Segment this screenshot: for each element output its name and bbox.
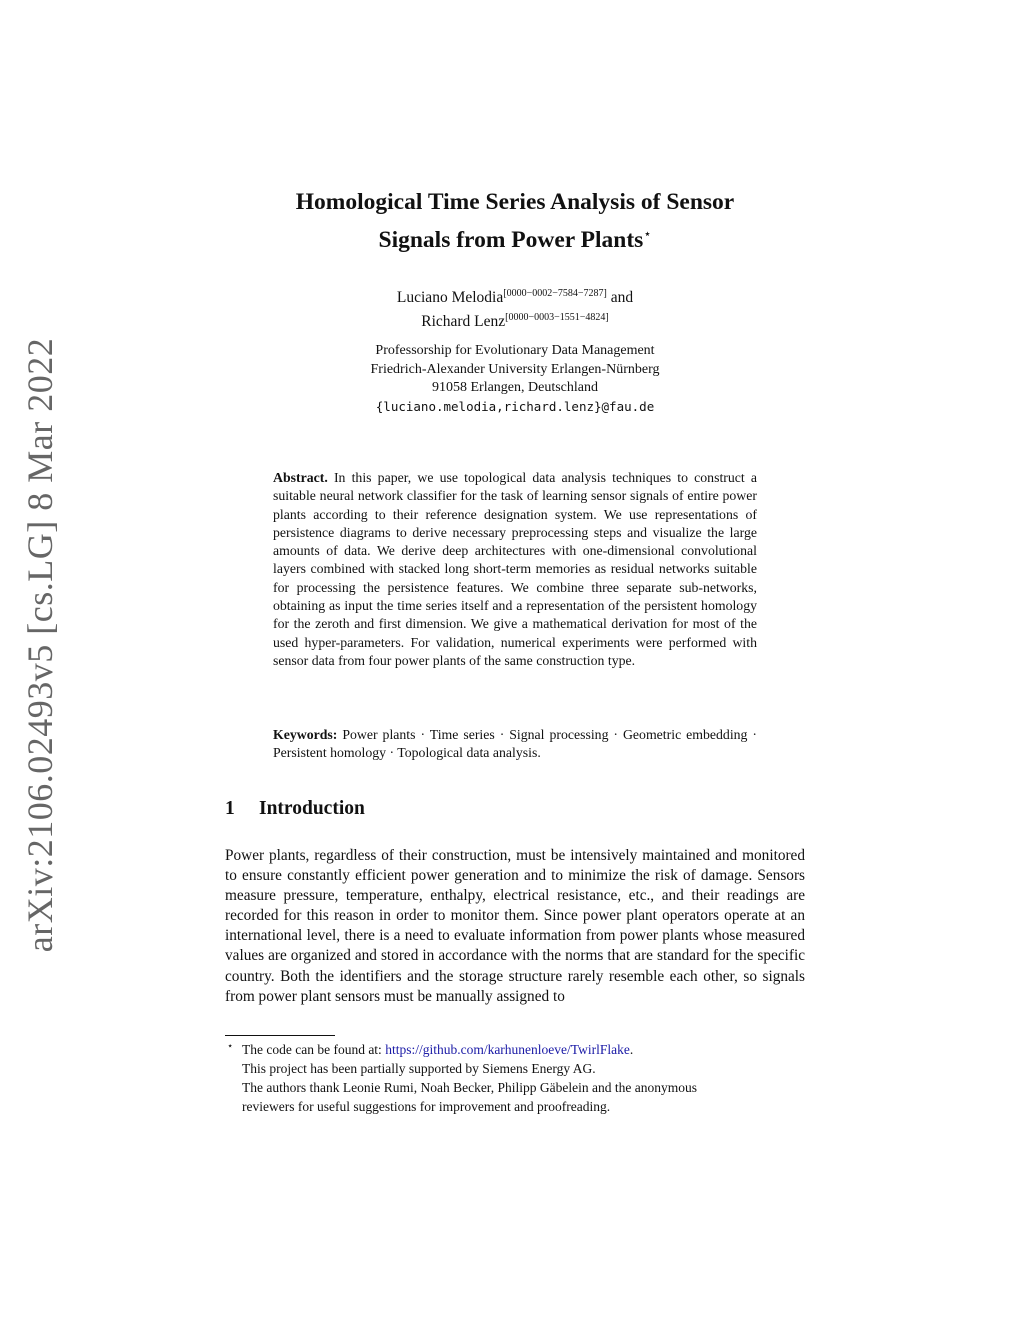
author-orcid: [0000−0002−7584−7287] (503, 288, 607, 299)
author-emails: {luciano.melodia,richard.lenz}@fau.de (375, 398, 655, 414)
footnote-thanks-2: reviewers for useful suggestions for improvement and proofreading. (242, 1099, 611, 1114)
footnote-mark: ⋆ (227, 1041, 234, 1052)
footnote-code (225, 1040, 810, 1059)
title-line-2: Signals from Power Plants (378, 226, 644, 253)
title-footnote-mark: ⋆ (643, 226, 652, 241)
arxiv-identifier: arXiv:2106.02493v5 [cs.LG] 8 Mar 2022 (20, 337, 60, 953)
footnote-thanks-1: The authors thank Leonie Rumi, Noah Becker, Philipp Gäbelein and the anonymous (242, 1080, 697, 1095)
keywords (273, 726, 757, 763)
affiliation-line-2: Friedrich-Alexander University Erlangen-Nürnberg (370, 361, 660, 377)
affiliation-line-3: 91058 Erlangen, Deutschland (431, 380, 598, 395)
author-1 (225, 284, 805, 308)
author-name: Richard Lenz (421, 313, 506, 331)
abstract (273, 469, 757, 670)
footnote-code-prefix: The code can be found at: (242, 1042, 386, 1057)
title-line-1: Homological Time Series Analysis of Sensor (295, 189, 735, 215)
footnotes (225, 1040, 810, 1116)
keywords-text: Power plants · Time series · Signal processing · Geometric embedding · Persistent homology · Topological data analysis. (273, 727, 757, 761)
footnote-code-suffix: . (629, 1042, 634, 1057)
keywords-label: Keywords: (273, 727, 338, 742)
author-name: Luciano Melodia (396, 289, 504, 307)
author-list (225, 284, 805, 332)
section-heading (225, 798, 365, 820)
footnote-rule (225, 1035, 335, 1036)
affiliation (225, 342, 805, 416)
section-number: 1 (225, 798, 235, 819)
abstract-label: Abstract. (273, 470, 328, 485)
author-orcid: [0000−0003−1551−4824] (505, 312, 609, 324)
paper-title (225, 187, 805, 256)
affiliation-line-1: Professorship for Evolutionary Data Management (375, 343, 655, 358)
intro-paragraph: Power plants, regardless of their construction, must be intensively maintained and monitored to ensure constantly efficient power generation and to minimize the risk of damage. Sensors measure pressure, temperature, enthalpy, electrical resistance, etc., and their readings are recorded for this reason in order to monitor them. Since power plant operators operate at an international level, there is a need to evaluate information from power plants whose measured values are organized and stored in accordance with the norms that are standard for the specific country. Both the identifiers and the storage structure rarely resemble each other, so signals from power plant sensors must be manually assigned to (225, 847, 805, 1005)
author-separator: and (606, 289, 634, 307)
author-2 (225, 308, 805, 332)
section-title: Introduction (259, 798, 365, 819)
footnote-support: This project has been partially supported by Siemens Energy AG. (242, 1061, 596, 1076)
code-repository-link[interactable]: https://github.com/karhunenloeve/TwirlFlake (385, 1042, 630, 1057)
arxiv-sidebar (10, 337, 70, 953)
abstract-text: In this paper, we use topological data analysis techniques to construct a suitable neural network classifier for the task of learning sensor signals of entire power plants according to their reference designation system. We use representations of persistence diagrams to derive necessary preprocessing steps and visualize the large amounts of data. We derive deep architectures with one-dimensional convolutional layers combined with stacked long short-term memories as residual networks suitable for processing the persistence features. We combine three separate sub-networks, obtaining as input the time series itself and a representation of the persistent homology for the zeroth and first dimension. We give a mathematical derivation for most of the used hyper-parameters. For validation, numerical experiments were performed with sensor data from four power plants of the same construction type. (273, 470, 757, 668)
